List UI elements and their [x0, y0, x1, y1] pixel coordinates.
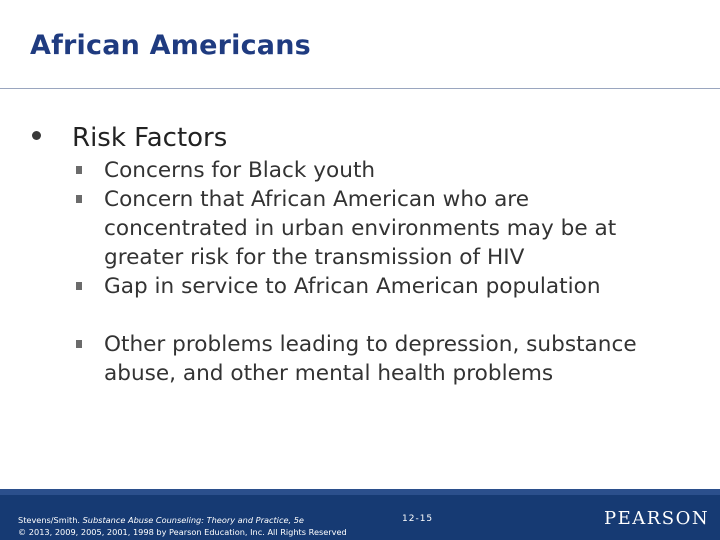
square-bullet-icon [76, 340, 82, 348]
subbullet-item: Concern that African American who are concentrated in urban environments may be at greater risk for the transmission of HIV [104, 187, 617, 270]
bullet-label: Risk Factors [72, 123, 228, 153]
bullet-dot-icon [32, 131, 41, 140]
citation-author: Stevens/Smith. [18, 515, 83, 525]
subbullet-item: Concerns for Black youth [104, 158, 376, 183]
square-bullet-icon [76, 282, 82, 290]
citation-title: Substance Abuse Counseling: Theory and Practice, 5e [82, 515, 304, 525]
title-divider [0, 88, 720, 89]
subbullet-item: Gap in service to African American population [104, 274, 601, 299]
footer-citation [18, 515, 304, 525]
subbullet-item: Other problems leading to depression, substance abuse, and other mental health problems [104, 332, 637, 386]
square-bullet-icon [76, 195, 82, 203]
page-number: 12-15 [402, 514, 434, 524]
square-bullet-icon [76, 166, 82, 174]
bullet-risk-factors [32, 123, 228, 153]
pearson-logo: PEARSON [604, 508, 710, 529]
footer-copyright: © 2013, 2009, 2005, 2001, 1998 by Pearson Education, Inc. All Rights Reserved [18, 527, 347, 537]
slide-title: African Americans [30, 30, 311, 61]
